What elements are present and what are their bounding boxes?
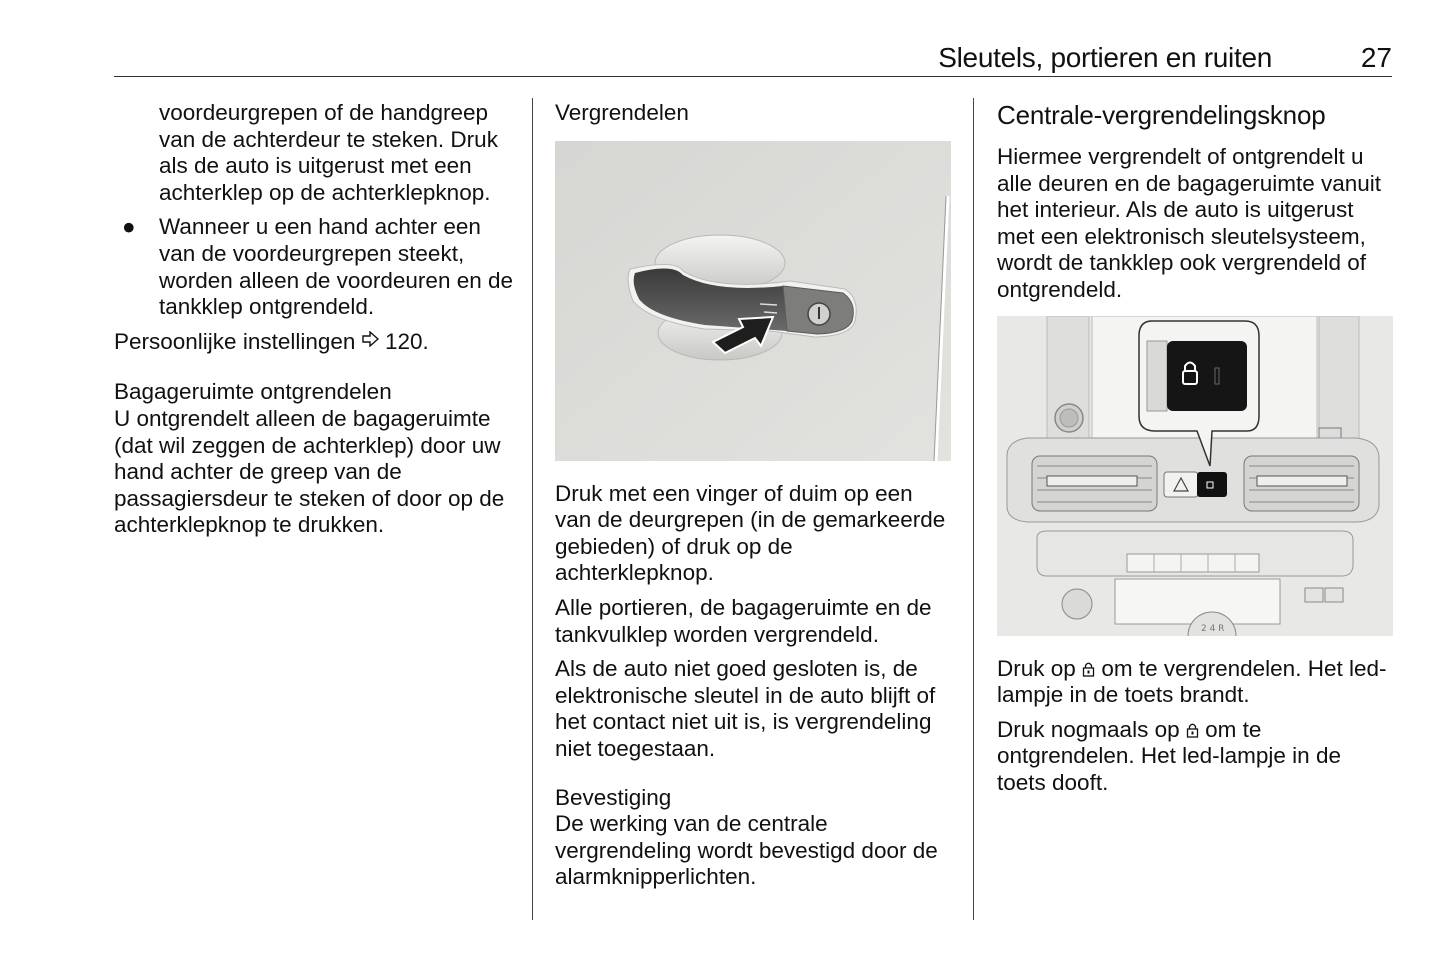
cross-reference-page[interactable]: 120. bbox=[384, 328, 429, 354]
bullet-dot-icon: ● bbox=[122, 214, 136, 240]
paragraph: Druk met een vinger of duim op een van de deurgrepen (in de gemarkeerde gebieden) of druk op de achterklepknop. bbox=[555, 480, 946, 586]
paragraph: Als de auto niet goed gesloten is, de elektronische sleutel in de auto blijft of het contact niet uit is, is vergrendeling niet toegestaan. bbox=[555, 656, 936, 761]
heading-vergrendelen: Vergrendelen bbox=[555, 100, 689, 125]
paragraph: Alle portieren, de bagageruimte en de tankvulklep worden vergrendeld. bbox=[555, 594, 932, 647]
column-3 bbox=[997, 100, 1393, 805]
subheading-bagageruimte: Bagageruimte ontgrendelen bbox=[114, 379, 392, 405]
door-handle-illustration bbox=[555, 141, 951, 461]
gear-pattern-label: 2 4 R bbox=[1201, 623, 1225, 634]
bullet-item bbox=[114, 214, 514, 320]
unlock-instruction: Druk nogmaals op om te ontgrendelen. Het led-lampje in de toets dooft. bbox=[997, 716, 1341, 795]
column-divider bbox=[532, 98, 533, 920]
lock-icon bbox=[1082, 657, 1095, 673]
subheading-bevestiging: Bevestiging bbox=[555, 784, 672, 810]
page-reference-arrow-icon bbox=[362, 329, 379, 356]
bagageruimte-body: U ontgrendelt alleen de bagageruimte (dat wil zeggen de achterklep) door uw hand achter de greep van de passagiersdeur te steken of door op de achterklepknop te drukken. bbox=[114, 405, 505, 538]
heading-centrale-vergrendelingsknop: Centrale-vergrendelingsknop bbox=[997, 100, 1326, 130]
bevestiging-body: De werking van de centrale vergrendeling wordt bevestigd door de alarmknipperlichten. bbox=[555, 811, 938, 890]
continued-bullet-text: voordeurgrepen of de handgreep van de achterdeur te steken. Druk als de auto is uitgerust met een achterklep op de achterklepknop. bbox=[159, 100, 498, 205]
column-1 bbox=[114, 100, 514, 547]
page-number: 27 bbox=[1360, 42, 1392, 73]
column-divider bbox=[973, 98, 974, 920]
dashboard-central-lock-button-illustration bbox=[997, 316, 1393, 636]
cross-reference-label: Persoonlijke instellingen bbox=[114, 328, 356, 354]
bullet-text: Wanneer u een hand achter een van de voordeurgrepen steekt, worden alleen de voordeuren en de tankklep ontgrendeld. bbox=[159, 214, 514, 320]
lock-instruction: Druk op om te vergrendelen. Het led-lampje in de toets brandt. bbox=[997, 655, 1387, 708]
cross-reference bbox=[114, 329, 514, 356]
page-header bbox=[114, 38, 1392, 77]
lock-icon bbox=[1186, 718, 1199, 734]
section-title: Sleutels, portieren en ruiten bbox=[938, 42, 1272, 73]
column-2 bbox=[555, 100, 951, 899]
intro-paragraph: Hiermee vergrendelt of ontgrendelt u alle deuren en de bagageruimte vanuit het interieur. Als de auto is uitgerust met een elektronisch sleutelsysteem, wordt de tankklep ook vergrendeld of ontgrendeld. bbox=[997, 144, 1382, 302]
